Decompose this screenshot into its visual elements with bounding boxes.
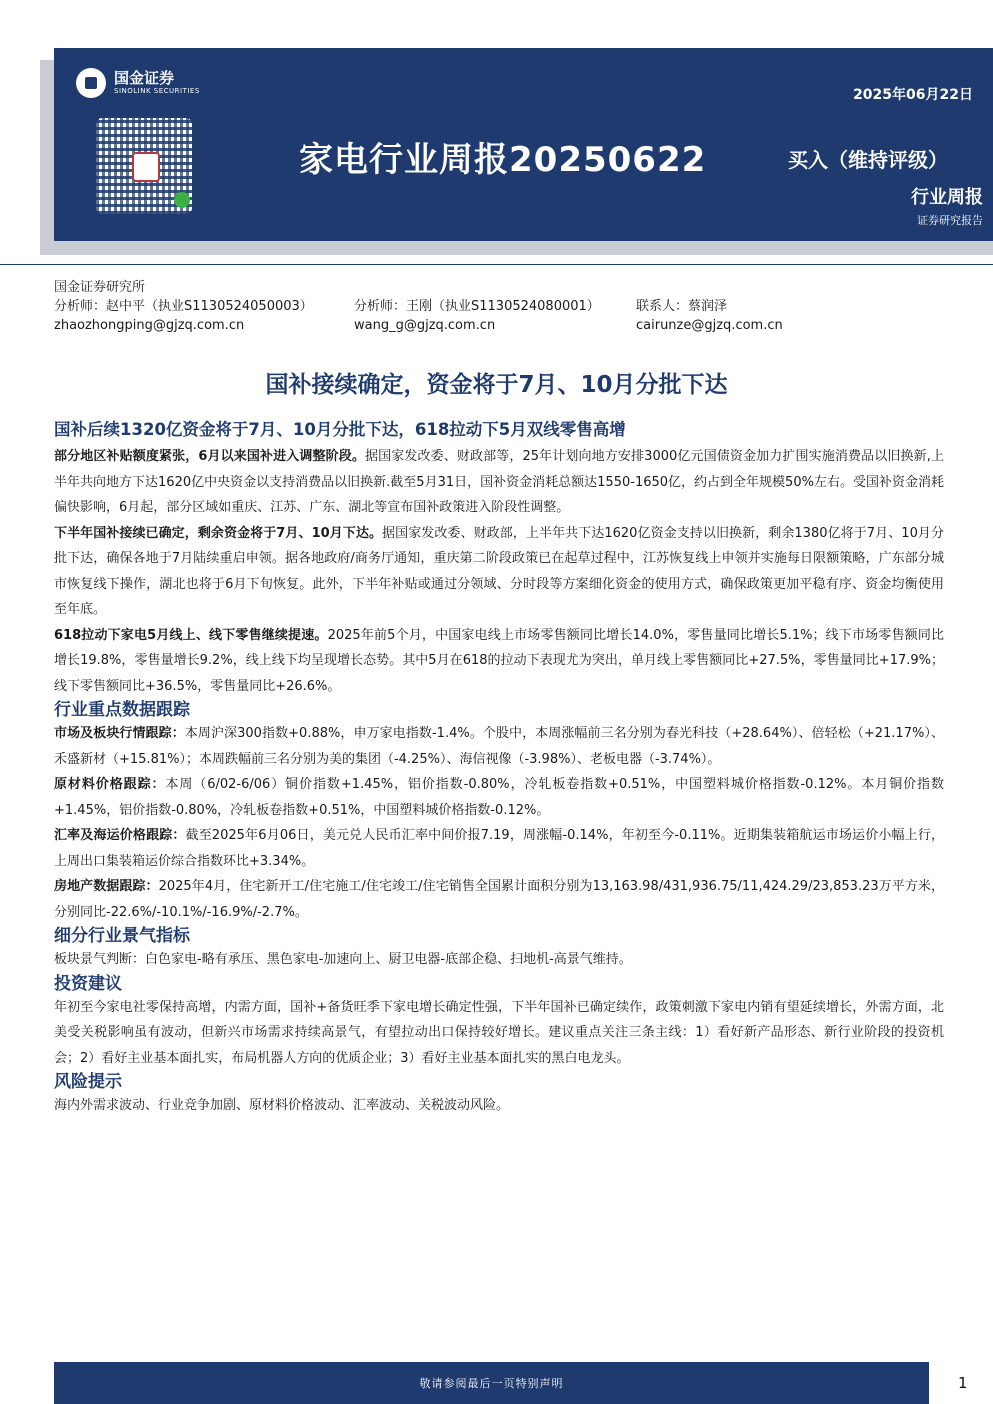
paragraph	[54, 721, 944, 772]
paragraph-lead: 618拉动下家电5月线上、线下零售继续提速。	[54, 627, 328, 643]
paragraph-text: 海内外需求波动、行业竞争加剧、原材料价格波动、汇率波动、关税波动风险。	[54, 1098, 510, 1113]
email-1[interactable]: zhaozhongping@gjzq.com.cn	[54, 318, 245, 333]
qr-center-logo-icon	[132, 152, 160, 182]
section-heading-advice: 投资建议	[54, 973, 122, 994]
analyst-2: 分析师：王刚（执业S1130524080001）	[354, 299, 600, 314]
mini-program-icon	[174, 192, 190, 208]
paragraph	[54, 444, 944, 521]
header-divider	[0, 264, 993, 265]
analyst-emails	[54, 316, 783, 335]
paragraph-text: 2025年4月，住宅新开工/住宅施工/住宅竣工/住宅销售全国累计面积分别为13,163.98/431,936.75/11,424.29/23,853.23万平方米，分别同比-22.6%/-10.1%/-16.9%/-2.7%。	[54, 879, 944, 920]
contact: 联系人：蔡润泽	[636, 299, 728, 314]
analyst-block	[54, 278, 783, 335]
report-type: 行业周报	[911, 187, 983, 208]
report-category: 证券研究报告	[917, 214, 983, 227]
section-heading-risk: 风险提示	[54, 1072, 122, 1092]
brand-logo	[76, 68, 200, 98]
paragraph	[54, 521, 944, 623]
paragraph-text: 截至2025年6月06日，美元兑人民币汇率中间价报7.19，周涨幅-0.14%，年初至今-0.11%。近期集装箱航运市场运价小幅上行，上周出口集装箱运价综合指数环比+3.34%。	[54, 828, 944, 869]
paragraph	[54, 823, 944, 874]
report-body	[54, 418, 944, 1119]
section-heading-indicators: 细分行业景气指标	[54, 926, 190, 946]
paragraph-lead: 市场及板块行情跟踪：	[54, 726, 185, 741]
brand-name-cn: 国金证券	[114, 69, 175, 87]
brand-name-en: SINOLINK SECURITIES	[114, 87, 200, 95]
paragraph-text: 本周沪深300指数+0.88%，申万家电指数-1.4%。个股中，本周涨幅前三名分别为春光科技（+28.64%）、倍轻松（+21.17%）、禾盛新材（+15.81%）；本周跌幅前三名分别为美的集团（-4.25%）、海信视像（-3.98%）、老板电器（-3.74%）。	[54, 726, 944, 767]
paragraph-text: 2025年前5个月，中国家电线上市场零售额同比增长14.0%，零售量同比增长5.1%；线下市场零售额同比增长19.8%，零售量增长9.2%，线上线下均呈现增长态势。其中5月在618的拉动下表现尤为突出，单月线上零售额同比+27.5%，零售量同比+17.9%；线下零售额同比+36.5%，零售量同比+26.6%。	[54, 627, 944, 694]
main-title: 国补接续确定，资金将于7月、10月分批下达	[265, 372, 728, 398]
paragraph-text: 据国家发改委、财政部等，25年计划向地方安排3000亿元国债资金加力扩围实施消费品以旧换新,上半年共向地方下达1620亿中央资金以支持消费品以旧换新.截至5月31日，国补资金消耗总额达1550-1650亿，约占到全年规模50%左右。受国补资金消耗偏快影响，6月起，部分区域如重庆、江苏、广东、湖北等宣布国补政策进入阶段性调整。	[54, 449, 945, 515]
analyst-names	[54, 297, 783, 316]
report-title: 家电行业周报20250622	[299, 140, 707, 180]
email-3[interactable]: cairunze@gjzq.com.cn	[636, 318, 783, 333]
report-date: 2025年06月22日	[853, 87, 973, 103]
paragraph	[54, 623, 944, 700]
section-heading-data: 行业重点数据跟踪	[54, 700, 190, 720]
research-institute: 国金证券研究所	[54, 280, 146, 295]
brand-logo-icon	[76, 68, 106, 98]
paragraph-lead: 部分地区补贴额度紧张，6月以来国补进入调整阶段。	[54, 449, 366, 464]
page-number: 1	[958, 1374, 968, 1392]
paragraph-text: 板块景气判断：白色家电-略有承压、黑色家电-加速向上、厨卫电器-底部企稳、扫地机-高景气维持。	[54, 952, 632, 967]
footer-notice: 敬请参阅最后一页特别声明	[54, 1362, 929, 1404]
rating: 买入（维持评级）	[788, 148, 948, 172]
section-heading-summary: 国补后续1320亿资金将于7月、10月分批下达，618拉动下5月双线零售高增	[54, 420, 626, 439]
paragraph-text: 本周（6/02-6/06）铜价指数+1.45%，铝价指数-0.80%，冷轧板卷指数+0.51%，中国塑料城价格指数-0.12%。本月铜价指数+1.45%，铝价指数-0.80%，冷轧板卷指数+0.51%，中国塑料城价格指数-0.12%。	[54, 777, 944, 818]
paragraph-text: 据国家发改委、财政部，上半年共下达1620亿资金支持以旧换新，剩余1380亿将于7月、10月分批下达，确保各地于7月陆续重启申领。据各地政府/商务厅通知，重庆第二阶段政策已在起草过程中，江苏恢复线上申领并实施每日限额策略，广东部分城市恢复线下操作，湖北也将于6月下旬恢复。此外，下半年补贴或通过分领域、分时段等方案细化资金的使用方式，确保政策更加平稳有序、资金均衡使用至年底。	[54, 525, 944, 617]
paragraph	[54, 874, 944, 925]
paragraph-lead: 下半年国补接续已确定，剩余资金将于7月、10月下达。	[54, 525, 383, 541]
header-banner	[54, 48, 993, 241]
qr-code-icon	[96, 118, 192, 214]
paragraph-lead: 房地产数据跟踪：	[54, 879, 159, 894]
paragraph-text: 年初至今家电社零保持高增，内需方面，国补+备货旺季下家电增长确定性强，下半年国补已确定续作，政策刺激下家电内销有望延续增长，外需方面，北美受关税影响虽有波动，但新兴市场需求持续高景气，有望拉动出口保持较好增长。建议重点关注三条主线：1）看好新产品形态、新行业阶段的投资机会；2）看好主业基本面扎实，布局机器人方向的优质企业；3）看好主业基本面扎实的黑白电龙头。	[54, 999, 944, 1066]
paragraph-lead: 汇率及海运价格跟踪：	[54, 828, 186, 843]
paragraph-lead: 原材料价格跟踪：	[54, 777, 166, 792]
analyst-1: 分析师：赵中平（执业S1130524050003）	[54, 299, 313, 314]
email-2[interactable]: wang_g@gjzq.com.cn	[354, 318, 496, 333]
paragraph	[54, 772, 944, 823]
